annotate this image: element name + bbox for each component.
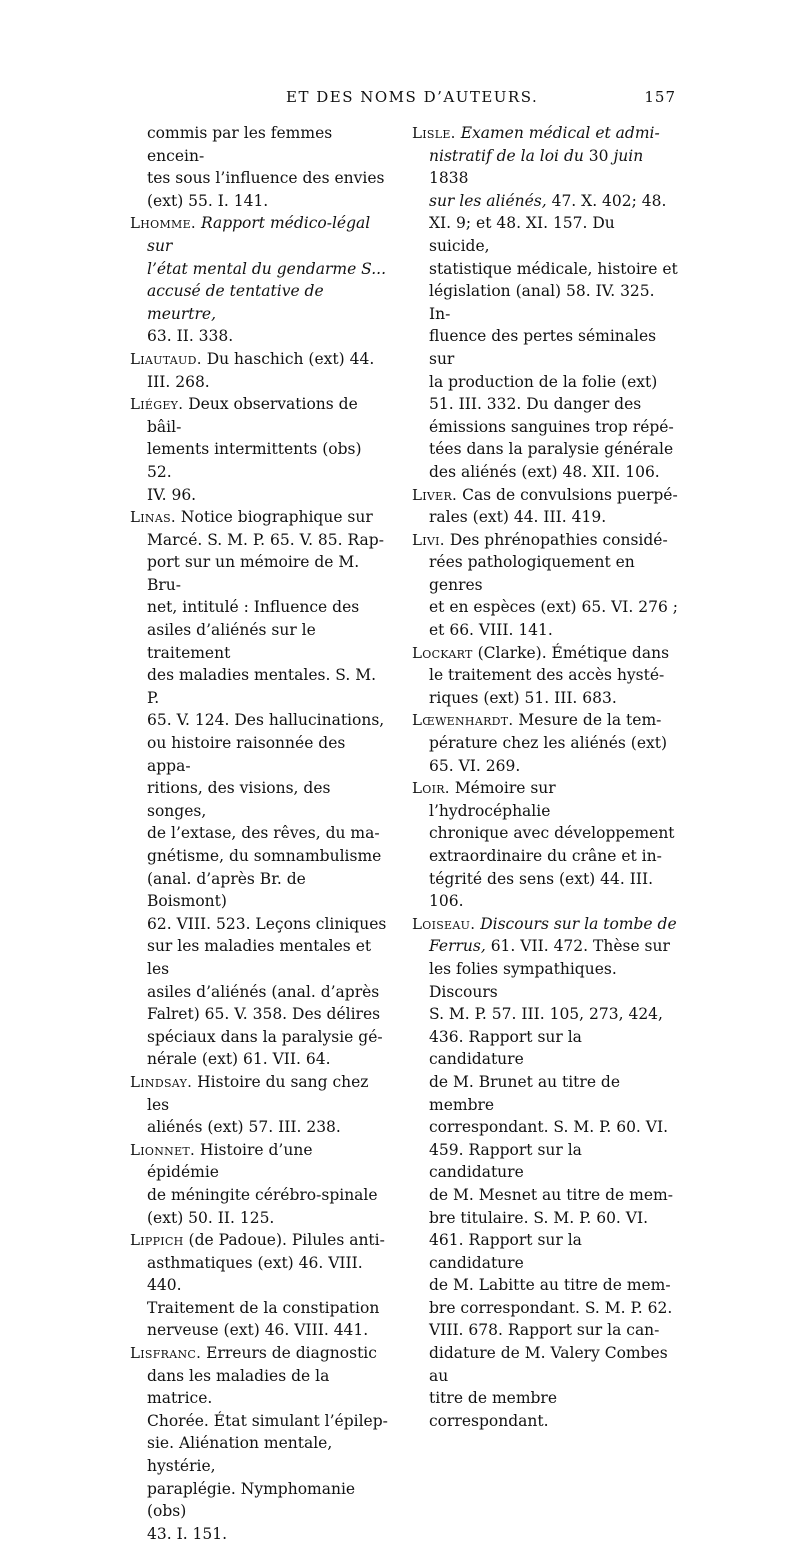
entry-text: 47. X. 402; 48. XI. 9; et 48. XI. 157. Du suicide, statistique médicale, histoire et législation (anal) 58. IV. 325. In- fluence des pertes séminales sur la production de la folie (ext) 51. III. 332. Du danger des émissions sanguines trop répé- tées dans la paralysie générale des aliénés (ext) 48. XII. 106. (429, 191, 678, 481)
entry-text: (de Padoue). Pilules anti- asthmatiques (ext) 46. VIII. 440. Traitement de la constipation nerveuse (ext) 46. VIII. 441. (147, 1231, 385, 1340)
index-entry (130, 1342, 388, 1545)
author-name: Livi. (412, 530, 445, 549)
entry-text: (Clarke). Émétique dans le traitement des accès hysté- riques (ext) 51. III. 683. (429, 643, 670, 707)
author-name: Liver. (412, 485, 458, 504)
index-entry (130, 506, 388, 1071)
author-name: Lisle. (412, 124, 456, 142)
index-entry (412, 122, 680, 484)
index-entry (130, 122, 388, 212)
entry-text: Mesure de la tem- pérature chez les aliénés (ext) 65. VI. 269. (429, 711, 668, 775)
author-name: Lockart (412, 643, 473, 662)
entry-text: Erreurs de diagnostic dans les maladies de la matrice. Chorée. État simulant l’épilep- sie. Aliénation mentale, hystérie, paraplégie. Nymphomanie (obs) 43. I. 151. (147, 1344, 388, 1543)
index-entry (130, 212, 388, 348)
index-entry (130, 348, 388, 393)
index-entry (412, 777, 680, 913)
entry-text: Du haschich (ext) 44. III. 268. (147, 349, 375, 391)
entry-text: commis par les femmes encein- tes sous l’influence des envies (ext) 55. I. 141. (147, 124, 385, 210)
author-name: Liégey. (130, 395, 184, 414)
author-name: Liautaud. (130, 349, 202, 368)
entry-title-italic: Discours sur la tombe de Ferrus, (429, 914, 677, 956)
entry-title-italic: sur les aliénés, (429, 191, 547, 210)
entry-title-italic: Rapport médico-légal sur l’état mental du gendarme S... accusé de tentative de meurtre, (147, 214, 387, 323)
index-entry (130, 1229, 388, 1342)
author-name: Loir. (412, 779, 450, 798)
index-entry (412, 529, 680, 642)
author-name: Lhomme. (130, 214, 196, 233)
index-entry (130, 1071, 388, 1139)
author-name: Lionnet. (130, 1140, 196, 1159)
page-number: 157 (644, 88, 676, 106)
entry-text: Histoire du sang chez les aliénés (ext) 57. III. 238. (147, 1072, 369, 1137)
author-name: Lindsay. (130, 1072, 193, 1091)
index-entry (412, 642, 680, 710)
running-header (138, 88, 676, 114)
author-name: Loiseau. (412, 914, 476, 933)
entry-text: 1838 (429, 169, 469, 188)
entry-text: Cas de convulsions puerpé- rales (ext) 44. III. 419. (429, 485, 678, 527)
entry-text: 30 (588, 146, 609, 165)
index-entry (130, 393, 388, 506)
entry-text: Deux observations de bâil- lements intermittents (obs) 52. IV. 96. (147, 395, 362, 504)
author-name: Linas. (130, 508, 176, 527)
entry-text: Mémoire sur l’hydrocéphalie chronique avec développement extraordinaire du crâne et in- tégrité des sens (ext) 44. III. 106. (429, 779, 675, 911)
index-entry (412, 484, 680, 529)
entry-text: 61. VII. 472. Thèse sur les folies sympathiques. Discours S. M. P. 57. III. 105, 273, 424, 436. Rapport sur la candidature de M. Brunet au titre de membre correspondant. S. M. P. 60. VI. 459. Rapport sur la candidature de M. Mesnet au titre de mem- bre titulaire. S. M. P. 60. VI. 461. Rapport sur la candidature de M. Labitte au titre de mem- bre correspondant. S. M. P. 62. VIII. 678. Rapport sur la can- didature de M. Valery Combes au titre de membre correspondant. (429, 937, 673, 1430)
index-entry (130, 1139, 388, 1229)
entry-title-italic: juin (608, 146, 644, 165)
entry-text: Des phrénopathies considé- rées pathologiquement en genres et en espèces (ext) 65. VI. 276 ; et 66. VIII. 141. (429, 530, 679, 640)
entry-text: Histoire d’une épidémie de méningite cérébro-spinale (ext) 50. II. 125. (147, 1140, 378, 1227)
author-name: Lippich (130, 1231, 184, 1250)
author-name: Lœwenhardt. (412, 711, 514, 730)
author-name: Lisfranc. (130, 1344, 202, 1363)
running-title: ET DES NOMS D’AUTEURS. (286, 88, 539, 106)
right-column (412, 122, 680, 1432)
entry-title-italic: Examen médical et admi- nistratif de la loi du (429, 124, 660, 165)
entry-text: 63. II. 338. (147, 327, 234, 346)
index-entry (412, 913, 680, 1433)
left-column (130, 122, 388, 1545)
entry-text: Notice biographique sur Marcé. S. M. P. 65. V. 85. Rap- port sur un mémoire de M. Bru- net, intitulé : Influence des asiles d’aliénés sur le traitement des maladies mentales. S. M. P. 65. V. 124. Des hallucinations, ou histoire raisonnée des appa- ritions, des visions, des songes, de l’extase, des rêves, du ma- gnétisme, du somnambulisme (anal. d’après Br. de Boismont) 62. VIII. 523. Leçons cliniques sur les maladies mentales et les asiles d’aliénés (anal. d’après Falret) 65. V. 358. Des délires spéciaux dans la paralysie gé- nérale (ext) 61. VII. 64. (147, 508, 387, 1069)
index-entry (412, 709, 680, 777)
